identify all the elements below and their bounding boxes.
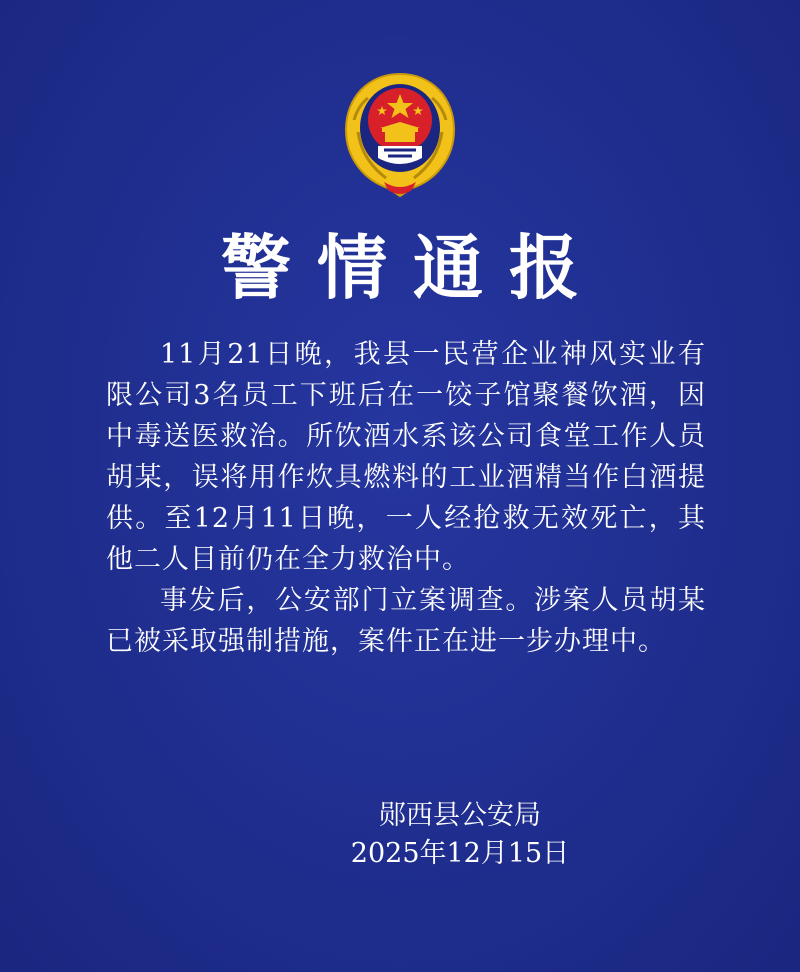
notice-title: 警情通报 <box>221 227 605 309</box>
notice-paragraph: 事发后，公安部门立案调查。涉案人员胡某已被采取强制措施，案件正在进一步办理中。 <box>106 585 706 657</box>
issue-date: 2025年12月15日 <box>350 838 570 869</box>
issuer-name: 郧西县公安局 <box>379 800 541 831</box>
notice-body <box>106 334 706 662</box>
police-emblem-icon <box>338 70 462 200</box>
notice-paragraph: 11月21日晚，我县一民营企业神风实业有限公司3名员工下班后在一饺子馆聚餐饮酒，因中毒送医救治。所饮酒水系该公司食堂工作人员胡某，误将用作炊具燃料的工业酒精当作白酒提供。至12月11日晚，一人经抢救无效死亡，其他二人目前仍在全力救治中。 <box>106 339 706 575</box>
